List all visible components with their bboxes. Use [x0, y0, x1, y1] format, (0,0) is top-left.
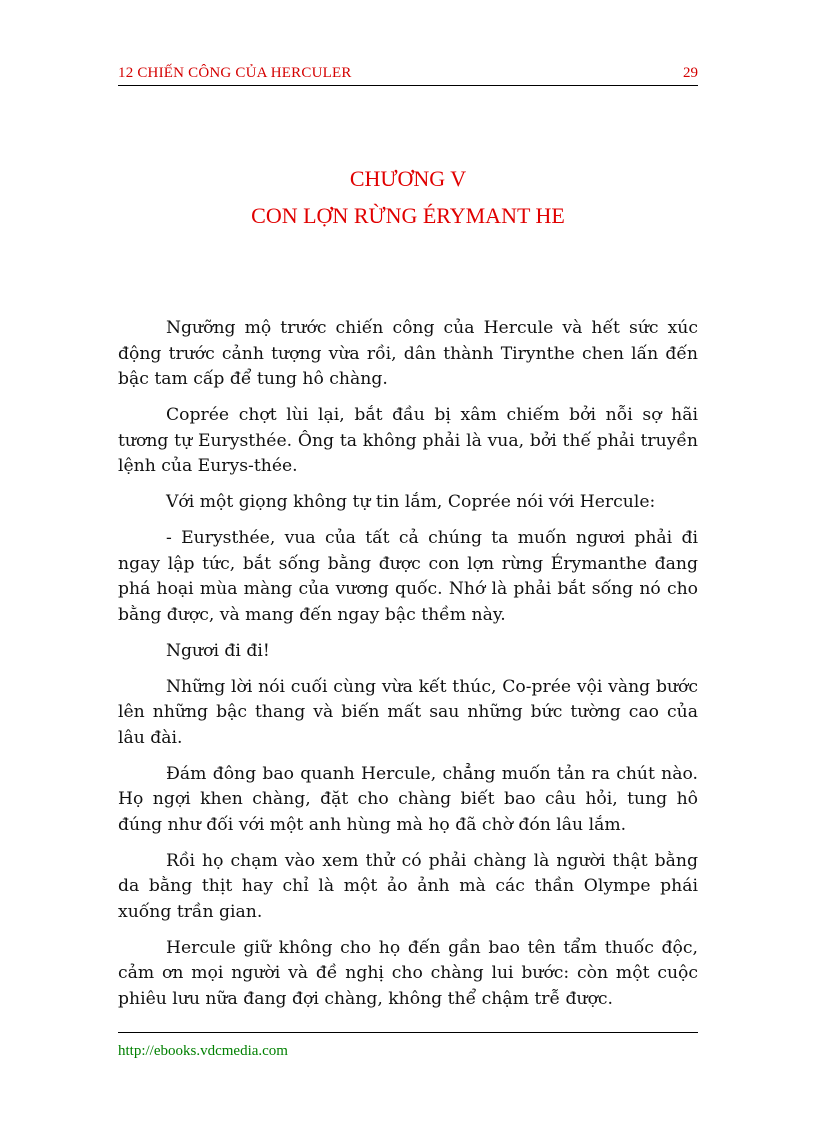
chapter-label: CHƯƠNG V: [349, 166, 467, 191]
paragraph: Ngươi đi đi!: [166, 640, 270, 661]
paragraph: - Eurysthée, vua của tất cả chúng ta muốn ngươi phải đi ngay lập tức, bắt sống bằng được con lợn rừng Érymanthe đang phá hoại mùa màng của vương quốc. Nhớ là phải bắt sống nó cho bằng được, và mang đến ngay bậc thềm này.: [118, 528, 698, 625]
paragraph: Với một giọng không tự tin lắm, Coprée nói với Hercule:: [166, 492, 656, 512]
paragraph: Coprée chợt lùi lại, bắt đầu bị xâm chiếm bởi nỗi sợ hãi tương tự Eurysthée. Ông ta không phải là vua, bởi thế phải truyền lệnh của Eurys-thée.: [118, 405, 698, 476]
paragraph: Những lời nói cuối cùng vừa kết thúc, Co-prée vội vàng bước lên những bậc thang và biến mất sau những bức tường cao của lâu đài.: [118, 676, 698, 748]
page-header: [118, 63, 698, 86]
chapter-heading: [118, 160, 698, 234]
book-title: 12 CHIẾN CÔNG CỦA HERCULER: [118, 65, 352, 81]
paragraph: Đám đông bao quanh Hercule, chẳng muốn tản ra chút nào. Họ ngợi khen chàng, đặt cho chàng biết bao câu hỏi, tung hô đúng như đối với một anh hùng mà họ đã chờ đón lâu lắm.: [118, 763, 698, 835]
paragraph: Rồi họ chạm vào xem thử có phải chàng là người thật bằng da bằng thịt hay chỉ là một ảo ảnh mà các thần Olympe phái xuống trần gian.: [118, 850, 698, 922]
paragraph: Hercule giữ không cho họ đến gần bao tên tẩm thuốc độc, cảm ơn mọi người và đề nghị cho chàng lui bước: còn một cuộc phiêu lưu nữa đang đợi chàng, không thể chậm trễ được.: [118, 937, 698, 1009]
body-text: [118, 316, 698, 1023]
chapter-title: CON LỢN RỪNG ÉRYMANT HE: [251, 203, 565, 228]
footer-url[interactable]: http://ebooks.vdcmedia.com: [118, 1043, 288, 1059]
page-number: 29: [683, 65, 698, 81]
paragraph: Ngưỡng mộ trước chiến công của Hercule và hết sức xúc động trước cảnh tượng vừa rồi, dân thành Tirynthe chen lấn đến bậc tam cấp để tung hô chàng.: [118, 318, 698, 389]
page-footer: [118, 1032, 698, 1060]
